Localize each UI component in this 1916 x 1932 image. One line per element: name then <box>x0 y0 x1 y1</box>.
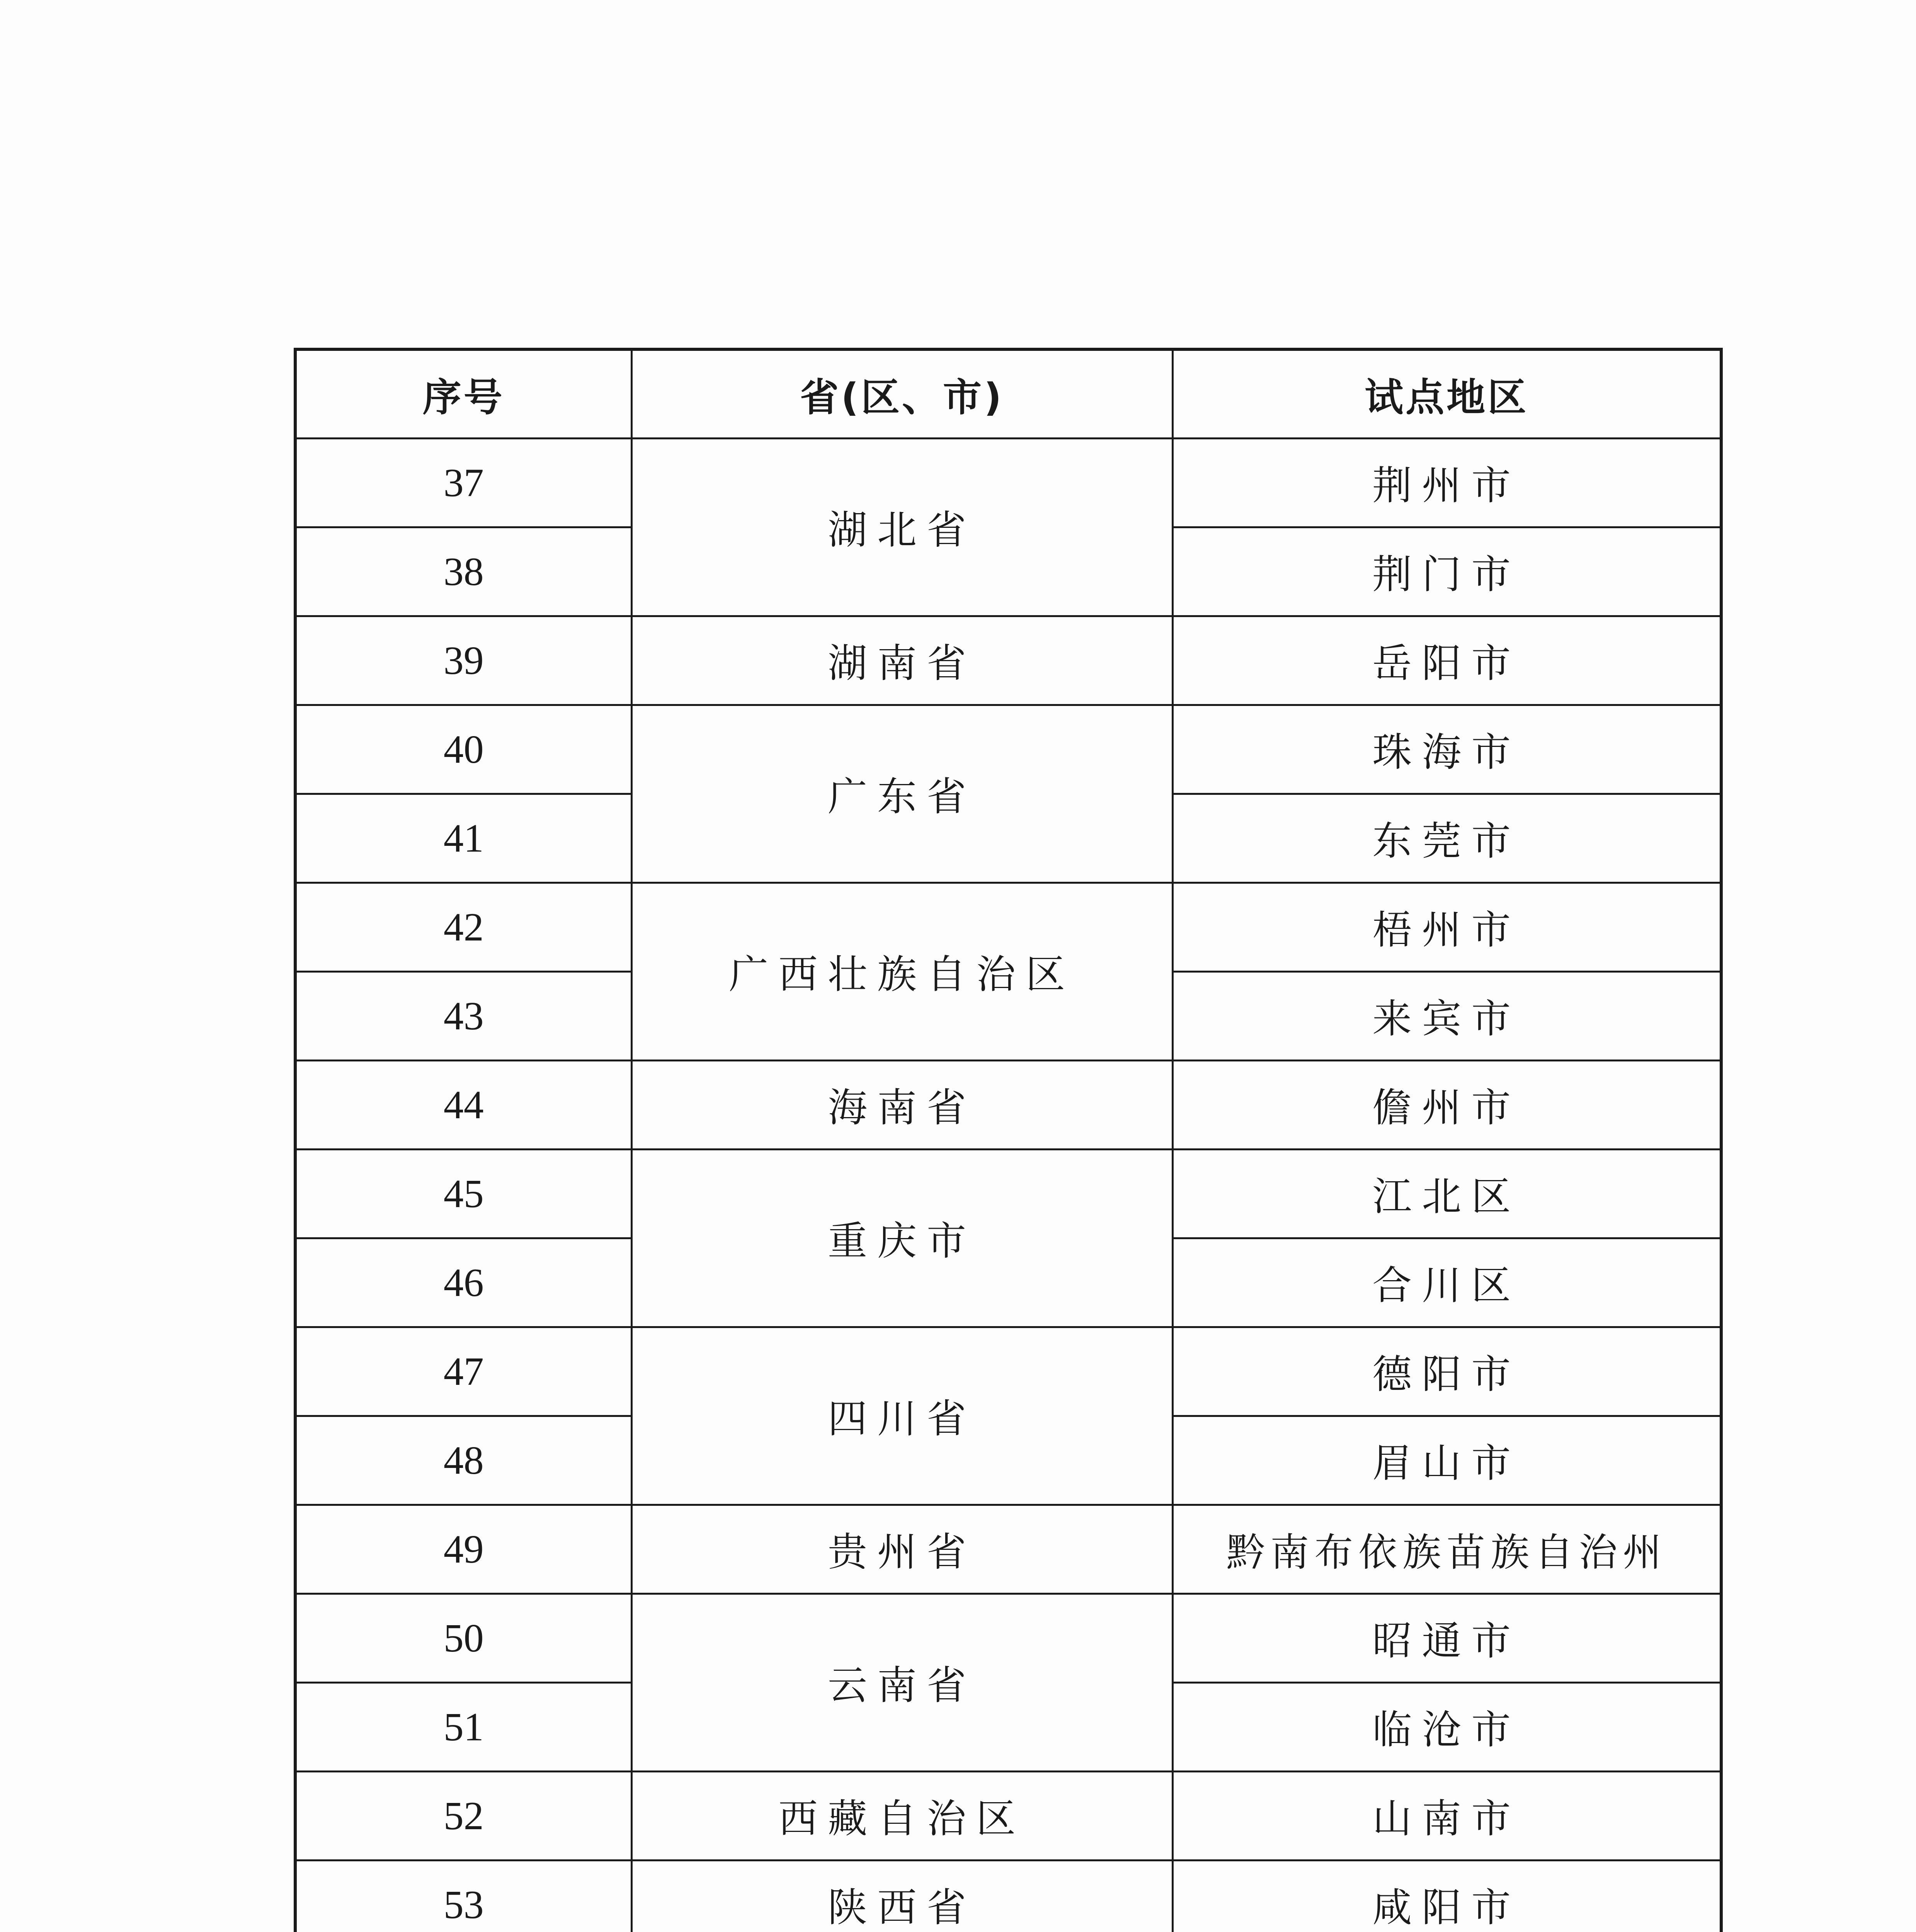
serial-cell: 43 <box>295 971 631 1060</box>
province-cell: 陕西省 <box>631 1860 1172 1932</box>
pilot-area-cell: 梧州市 <box>1172 883 1721 971</box>
serial-cell: 48 <box>295 1416 631 1505</box>
pilot-area-cell: 合川区 <box>1172 1238 1721 1327</box>
pilot-area-cell: 荆州市 <box>1172 438 1721 527</box>
table-row <box>295 1771 1721 1860</box>
pilot-area-cell: 山南市 <box>1172 1771 1721 1860</box>
province-cell: 贵州省 <box>631 1505 1172 1594</box>
table-header-row <box>295 349 1721 438</box>
pilot-area-cell: 临沧市 <box>1172 1682 1721 1771</box>
province-cell: 湖南省 <box>631 616 1172 705</box>
table-row <box>295 1060 1721 1149</box>
pilot-area-cell: 儋州市 <box>1172 1060 1721 1149</box>
table-row <box>295 616 1721 705</box>
table-row <box>295 438 1721 527</box>
pilot-area-cell: 黔南布依族苗族自治州 <box>1172 1505 1721 1594</box>
serial-cell: 53 <box>295 1860 631 1932</box>
table-row <box>295 1594 1721 1682</box>
table-row <box>295 883 1721 971</box>
serial-cell: 39 <box>295 616 631 705</box>
pilot-area-cell: 江北区 <box>1172 1149 1721 1238</box>
pilot-areas-table <box>294 348 1723 1932</box>
pilot-area-cell: 昭通市 <box>1172 1594 1721 1682</box>
province-cell: 云南省 <box>631 1594 1172 1771</box>
pilot-area-cell: 德阳市 <box>1172 1327 1721 1416</box>
province-cell: 海南省 <box>631 1060 1172 1149</box>
serial-cell: 47 <box>295 1327 631 1416</box>
serial-cell: 40 <box>295 705 631 794</box>
serial-cell: 44 <box>295 1060 631 1149</box>
header-province: 省(区、市) <box>631 349 1172 438</box>
table-row <box>295 1149 1721 1238</box>
province-cell: 湖北省 <box>631 438 1172 616</box>
serial-cell: 42 <box>295 883 631 971</box>
pilot-area-cell: 东莞市 <box>1172 794 1721 883</box>
pilot-area-cell: 珠海市 <box>1172 705 1721 794</box>
serial-cell: 49 <box>295 1505 631 1594</box>
header-serial: 序号 <box>295 349 631 438</box>
serial-cell: 37 <box>295 438 631 527</box>
pilot-area-cell: 荆门市 <box>1172 527 1721 616</box>
serial-cell: 52 <box>295 1771 631 1860</box>
province-cell: 西藏自治区 <box>631 1771 1172 1860</box>
province-cell: 广东省 <box>631 705 1172 883</box>
province-cell: 重庆市 <box>631 1149 1172 1327</box>
pilot-area-cell: 眉山市 <box>1172 1416 1721 1505</box>
serial-cell: 51 <box>295 1682 631 1771</box>
table-row <box>295 1505 1721 1594</box>
serial-cell: 50 <box>295 1594 631 1682</box>
header-pilot-area: 试点地区 <box>1172 349 1721 438</box>
table-row <box>295 1327 1721 1416</box>
table-row <box>295 1860 1721 1932</box>
serial-cell: 38 <box>295 527 631 616</box>
serial-cell: 41 <box>295 794 631 883</box>
serial-cell: 45 <box>295 1149 631 1238</box>
table-row <box>295 705 1721 794</box>
province-cell: 四川省 <box>631 1327 1172 1505</box>
province-cell: 广西壮族自治区 <box>631 883 1172 1060</box>
pilot-area-cell: 岳阳市 <box>1172 616 1721 705</box>
pilot-area-cell: 来宾市 <box>1172 971 1721 1060</box>
pilot-area-cell: 咸阳市 <box>1172 1860 1721 1932</box>
serial-cell: 46 <box>295 1238 631 1327</box>
